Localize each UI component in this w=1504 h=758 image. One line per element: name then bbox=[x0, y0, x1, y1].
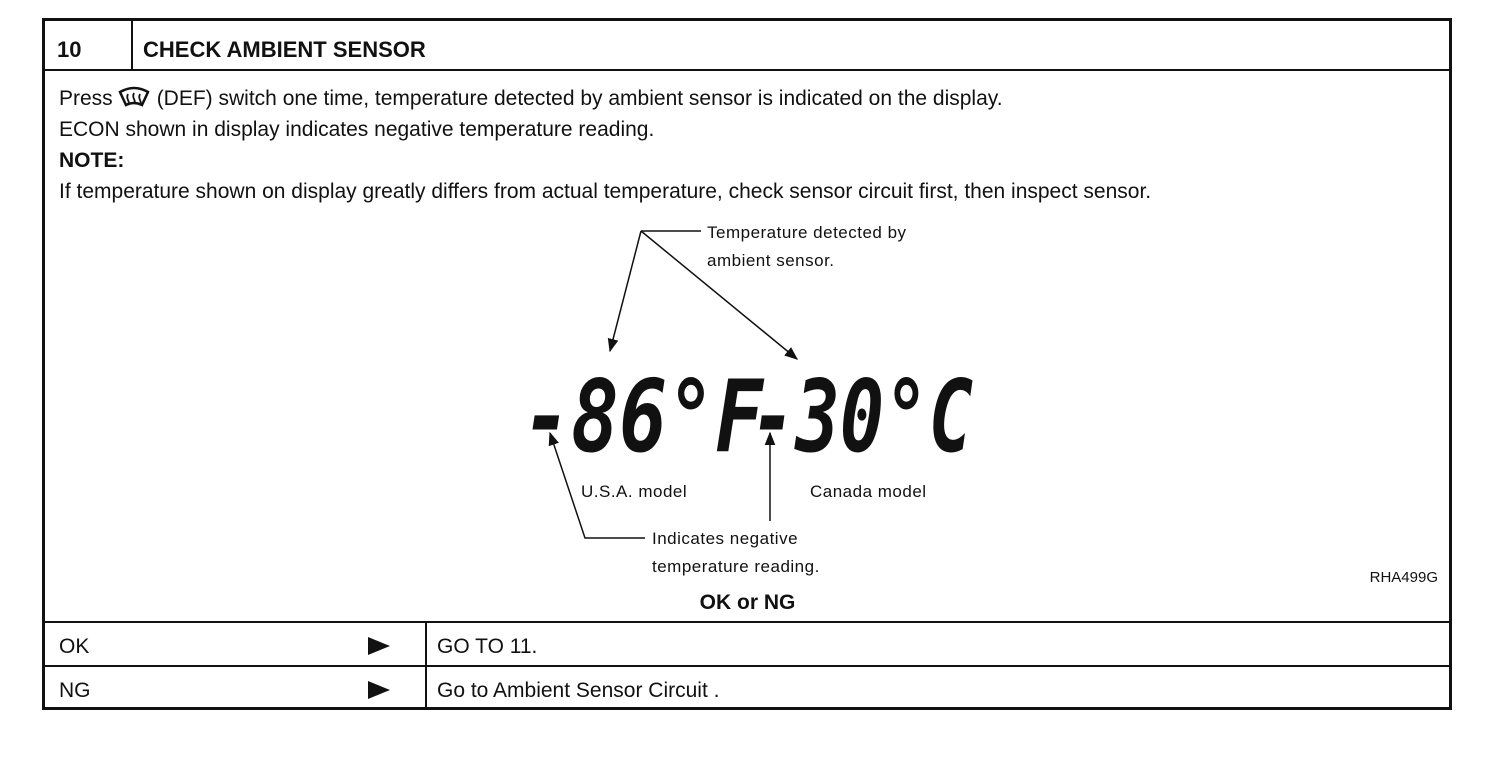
result-label-ok: OK bbox=[59, 635, 90, 658]
step-header bbox=[45, 21, 1449, 71]
note-label: NOTE: bbox=[59, 149, 125, 172]
defroster-icon bbox=[117, 86, 151, 110]
usa-model-label: U.S.A. model bbox=[581, 482, 688, 501]
instruction-line-1 bbox=[59, 83, 1151, 114]
result-row-ng bbox=[45, 665, 1450, 709]
result-action-ok: GO TO 11. bbox=[437, 635, 538, 658]
step-title: CHECK AMBIENT SENSOR bbox=[143, 37, 426, 62]
instruction-press-text: Press bbox=[59, 87, 113, 110]
column-divider bbox=[425, 667, 427, 709]
usa-display-readout: -86°F bbox=[523, 358, 765, 475]
callout-arrow-usa bbox=[610, 231, 641, 351]
triangle-right-icon bbox=[367, 636, 391, 656]
callout-bottom-line-1: Indicates negative bbox=[652, 529, 799, 548]
callout-top-line-1: Temperature detected by bbox=[707, 223, 907, 242]
diagnostic-step-table bbox=[42, 18, 1452, 710]
ambient-display-figure bbox=[45, 211, 1450, 591]
step-instructions bbox=[59, 83, 1151, 207]
note-text: If temperature shown on display greatly differs from actual temperature, check sensor circuit first, then inspect sensor. bbox=[59, 180, 1152, 203]
canada-display-readout: -30°C bbox=[751, 358, 973, 475]
result-label-ng: NG bbox=[59, 679, 91, 702]
canada-model-label: Canada model bbox=[810, 482, 927, 501]
instruction-line-2: ECON shown in display indicates negative temperature reading. bbox=[59, 118, 655, 141]
verdict-prompt: OK or NG bbox=[699, 591, 796, 614]
step-number: 10 bbox=[45, 21, 133, 69]
result-row-ok bbox=[45, 621, 1450, 665]
callout-bottom-line-2: temperature reading. bbox=[652, 557, 820, 576]
column-divider bbox=[425, 623, 427, 665]
triangle-right-icon bbox=[367, 680, 391, 700]
result-action-ng: Go to Ambient Sensor Circuit . bbox=[437, 679, 720, 702]
figure-code: RHA499G bbox=[1369, 569, 1438, 586]
callout-top-line-2: ambient sensor. bbox=[707, 251, 835, 270]
instruction-line-1-text: (DEF) switch one time, temperature detected by ambient sensor is indicated on the display. bbox=[156, 87, 1003, 110]
